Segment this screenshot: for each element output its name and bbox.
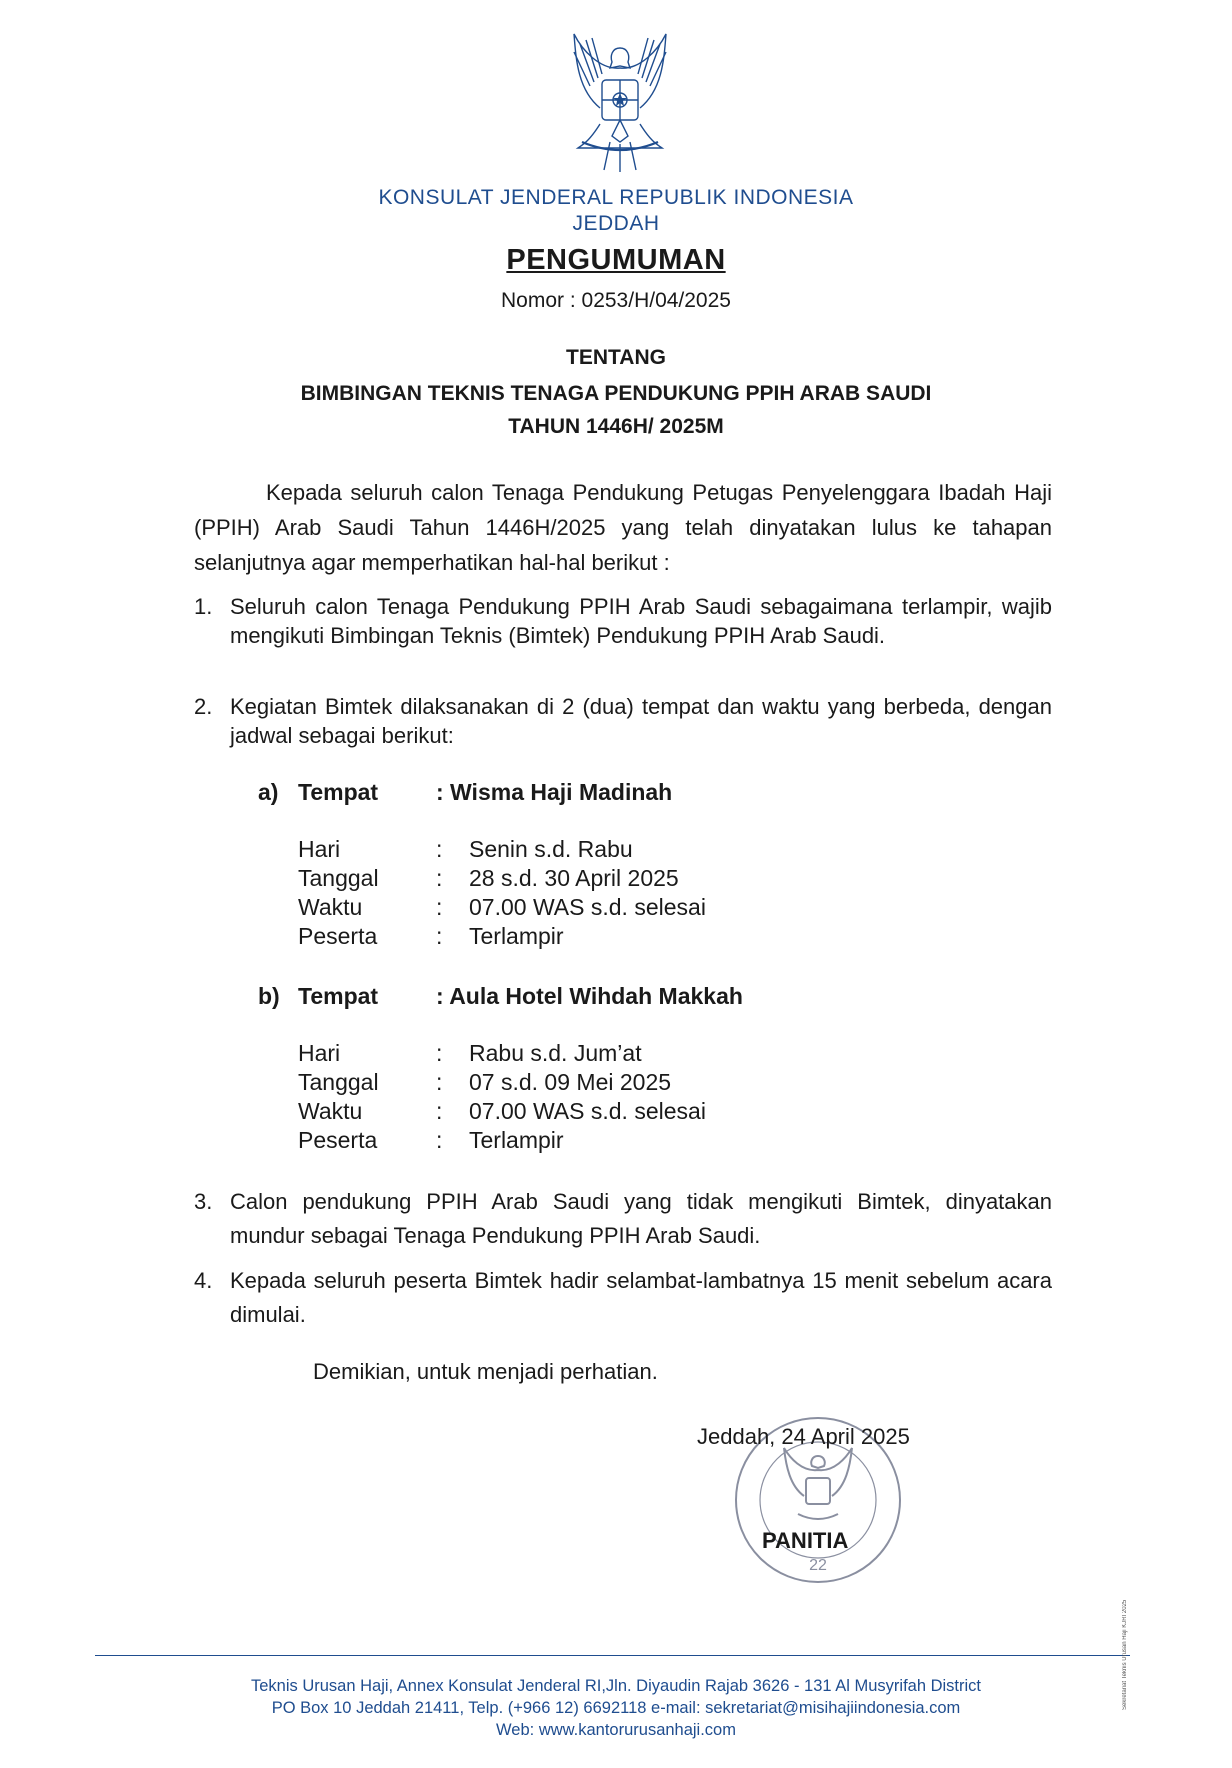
institution-city: JEDDAH	[572, 212, 660, 235]
list-item-number: 3.	[194, 1189, 213, 1214]
intro-paragraph: Kepada seluruh calon Tenaga Pendukung Petugas Penyelenggara Ibadah Haji (PPIH) Arab Saudi Tahun 1446H/2025 yang telah dinyatakan lulus ke tahapan selanjutnya agar memperhatikan hal-hal berikut :	[194, 480, 1052, 575]
row-value: Terlampir	[469, 1127, 564, 1153]
list-item	[194, 1185, 1052, 1253]
document-number: Nomor : 0253/H/04/2025	[501, 289, 731, 312]
closing-remark: Demikian, untuk menjadi perhatian.	[313, 1359, 658, 1384]
footer-address: Teknis Urusan Haji, Annex Konsulat Jenderal RI,Jln. Diyaudin Rajab 3626 - 131 Al Musyrifah District	[250, 1677, 982, 1695]
place-and-date: Jeddah, 24 April 2025	[697, 1424, 910, 1449]
row-key: Waktu	[298, 1098, 363, 1124]
row-value: 28 s.d. 30 April 2025	[469, 865, 679, 891]
row-colon: :	[436, 1040, 443, 1066]
subject-line-1: BIMBINGAN TEKNIS TENAGA PENDUKUNG PPIH ARAB SAUDI	[300, 382, 932, 405]
list-item-text: Calon pendukung PPIH Arab Saudi yang tidak mengikuti Bimtek, dinyatakan mundur sebagai Tenaga Pendukung PPIH Arab Saudi.	[230, 1189, 1052, 1248]
document-title: PENGUMUMAN	[506, 244, 726, 276]
tempat-label: Tempat	[298, 983, 379, 1009]
list-item	[194, 592, 1052, 650]
list-item	[194, 1264, 1052, 1332]
list-item-text: Kepada seluruh peserta Bimtek hadir selambat-lambatnya 15 menit sebelum acara dimulai.	[230, 1268, 1052, 1327]
row-key: Waktu	[298, 894, 363, 920]
schedule-label: a)	[258, 779, 279, 805]
row-colon: :	[436, 894, 443, 920]
row-key: Hari	[298, 1040, 341, 1066]
row-key: Tanggal	[298, 1069, 379, 1095]
row-key: Hari	[298, 836, 341, 862]
footer-website: Web: www.kantorurusanhaji.com	[496, 1721, 736, 1739]
row-colon: :	[436, 1069, 443, 1095]
row-value: 07.00 WAS s.d. selesai	[469, 894, 706, 920]
list-item-number: 4.	[194, 1268, 213, 1293]
row-value: Senin s.d. Rabu	[469, 836, 633, 862]
row-value: Rabu s.d. Jum’at	[469, 1040, 642, 1066]
garuda-emblem-icon	[560, 30, 680, 180]
row-value: 07 s.d. 09 Mei 2025	[469, 1069, 672, 1095]
subject-line-2: TAHUN 1446H/ 2025M	[508, 415, 724, 438]
tempat-value: : Wisma Haji Madinah	[436, 779, 673, 805]
signer-name: PANITIA	[762, 1528, 849, 1553]
row-colon: :	[436, 923, 443, 949]
row-colon: :	[436, 836, 443, 862]
list-item-number: 1.	[194, 594, 213, 619]
row-key: Peserta	[298, 1127, 378, 1153]
footer-contact: PO Box 10 Jeddah 21411, Telp. (+966 12) 6692118 e-mail: sekretariat@misihajiindonesia.com	[271, 1699, 961, 1717]
row-colon: :	[436, 1127, 443, 1153]
row-colon: :	[436, 1098, 443, 1124]
institution-name: KONSULAT JENDERAL REPUBLIK INDONESIA	[378, 186, 854, 209]
row-value: 07.00 WAS s.d. selesai	[469, 1098, 706, 1124]
row-value: Terlampir	[469, 923, 564, 949]
tempat-value: : Aula Hotel Wihdah Makkah	[436, 983, 743, 1009]
row-key: Tanggal	[298, 865, 379, 891]
list-item-number: 2.	[194, 694, 213, 719]
list-item	[194, 692, 1052, 750]
subject-heading: TENTANG	[566, 346, 666, 369]
svg-text:22: 22	[809, 1557, 827, 1574]
schedule-label: b)	[258, 983, 280, 1009]
list-item-text: Kegiatan Bimtek dilaksanakan di 2 (dua) tempat dan waktu yang berbeda, dengan jadwal sebagai berikut:	[230, 694, 1052, 748]
footer-divider	[95, 1655, 1130, 1656]
side-note: Sekretariat Teknis Urusan Haji KJRI 2025	[1122, 1599, 1128, 1710]
list-item-text: Seluruh calon Tenaga Pendukung PPIH Arab Saudi sebagaimana terlampir, wajib mengikuti Bimbingan Teknis (Bimtek) Pendukung PPIH Arab Saudi.	[230, 594, 1052, 648]
tempat-label: Tempat	[298, 779, 379, 805]
row-key: Peserta	[298, 923, 378, 949]
row-colon: :	[436, 865, 443, 891]
